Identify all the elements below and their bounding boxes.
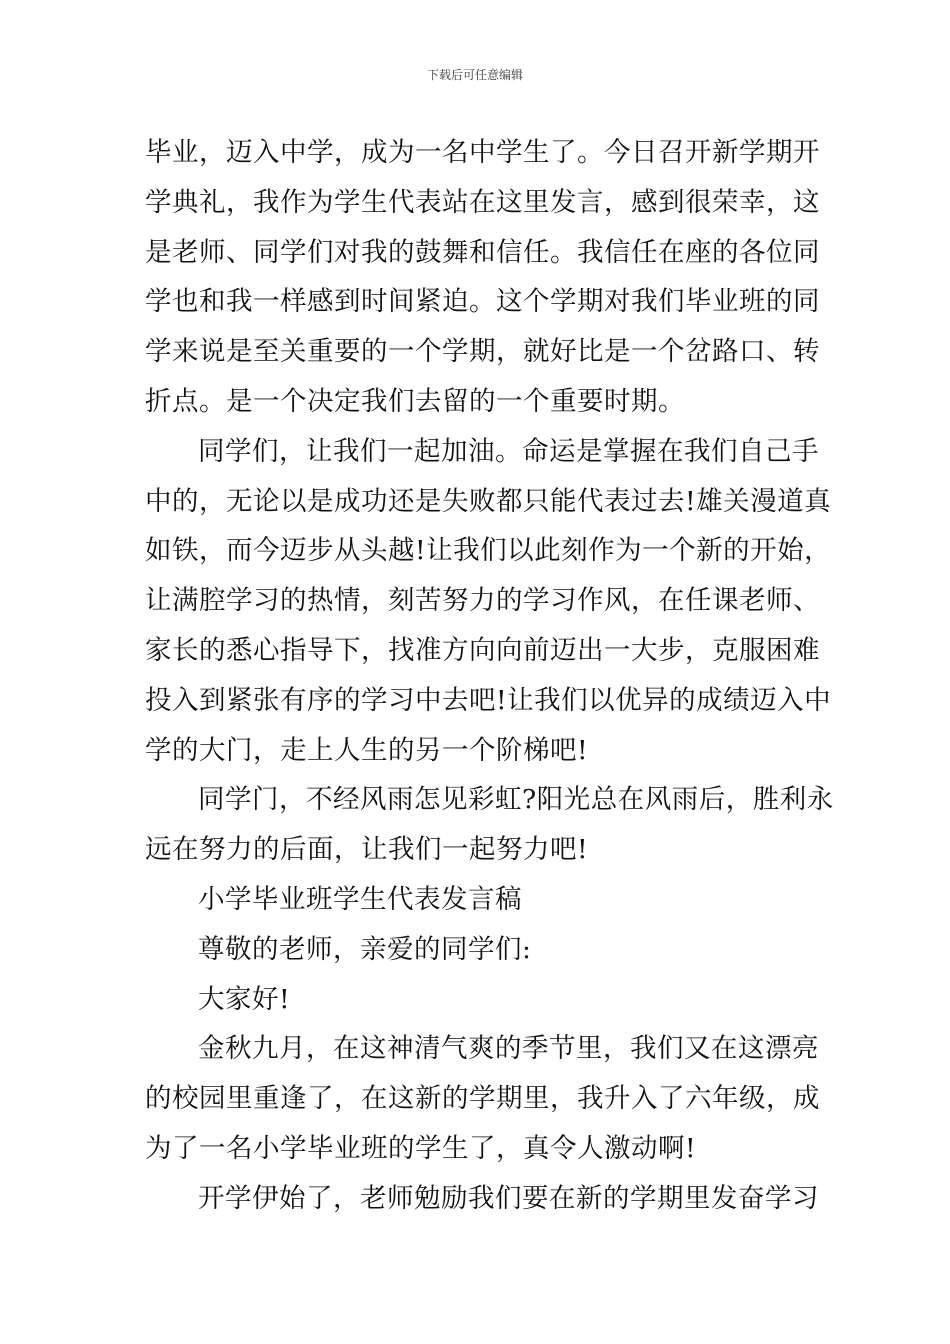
text-line: 毕业，迈入中学，成为一名中学生了。今日召开新学期开 (145, 137, 820, 168)
text-line: 家长的悉心指导下，找准方向向前迈出一大步，克服困难 (145, 634, 820, 666)
text-line: 投入到紧张有序的学习中去吧!让我们以优异的成绩迈入中 (145, 684, 832, 716)
document-title: 小学毕业班学生代表发言稿 (198, 883, 522, 915)
text-line: 折点。是一个决定我们去留的一个重要时期。 (145, 385, 685, 417)
paragraph-start-line: 同学门，不经风雨怎见彩虹?阳光总在风雨后，胜利永 (198, 784, 834, 816)
document-body (145, 128, 834, 1224)
text-line: 学也和我一样感到时间紧迫。这个学期对我们毕业班的同 (145, 286, 820, 318)
page-header: 下载后可任意编辑 (426, 68, 523, 82)
text-line: 学的大门，走上人生的另一个阶梯吧! (145, 734, 589, 766)
text-line: 为了一名小学毕业班的学生了，真令人激动啊! (145, 1132, 697, 1164)
greeting: 大家好! (198, 983, 291, 1015)
paragraph-start-line: 金秋九月，在这神清气爽的季节里，我们又在这漂亮 (198, 1033, 819, 1065)
text-line: 如铁，而今迈步从头越!让我们以此刻作为一个新的开始， (145, 535, 832, 567)
text-line: 远在努力的后面，让我们一起努力吧! (145, 834, 589, 866)
text-line: 是老师、同学们对我的鼓舞和信任。我信任在座的各位同 (145, 236, 820, 268)
paragraph-start-line: 开学伊始了，老师勉励我们要在新的学期里发奋学习 (198, 1182, 819, 1214)
salutation: 尊敬的老师，亲爱的同学们: (198, 933, 532, 965)
text-line: 学来说是至关重要的一个学期，就好比是一个岔路口、转 (145, 336, 820, 368)
text-line: 的校园里重逢了，在这新的学期里，我升入了六年级，成 (145, 1083, 820, 1115)
text-line: 让满腔学习的热情，刻苦努力的学习作风，在任课老师、 (145, 585, 820, 617)
paragraph-start-line: 同学们，让我们一起加油。命运是掌握在我们自己手 (198, 435, 819, 467)
text-line: 学典礼，我作为学生代表站在这里发言，感到很荣幸，这 (145, 186, 820, 218)
text-line: 中的，无论以是成功还是失败都只能代表过去!雄关漫道真 (145, 485, 832, 517)
